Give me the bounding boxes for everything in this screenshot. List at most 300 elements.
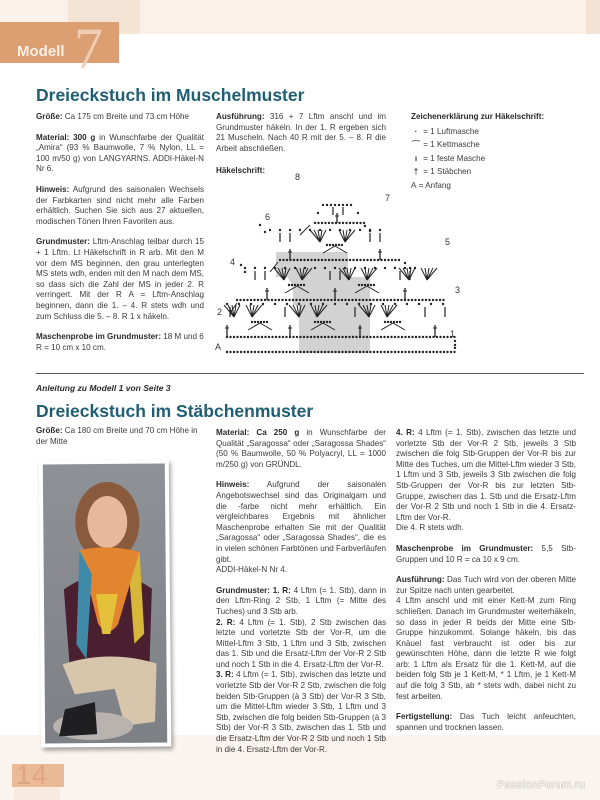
chain-stitch [384, 321, 386, 323]
chain-stitch [328, 259, 330, 261]
chain-stitch [338, 336, 340, 338]
chain-stitch [348, 351, 350, 353]
row2-label: 2. R: [216, 617, 236, 627]
chain-stitch [292, 336, 294, 338]
legend-text: = 1 Stäbchen [423, 167, 472, 177]
chain-stitch [247, 336, 249, 338]
chain-stitch [342, 204, 344, 206]
chain-stitch [310, 336, 312, 338]
ausfuehrung-paragraph [396, 575, 576, 702]
chain-stitch [401, 336, 403, 338]
chain-stitch [415, 336, 417, 338]
chain-stitch [364, 225, 366, 227]
row-label-a: A [215, 342, 222, 352]
chain-stitch [394, 267, 396, 269]
chain-stitch [387, 259, 389, 261]
legend-text: = Anfang [418, 180, 451, 190]
chain-stitch [282, 351, 284, 353]
chain-stitch [387, 336, 389, 338]
chain-stitch [341, 244, 343, 246]
chain-stitch [363, 259, 365, 261]
chain-stitch [259, 224, 261, 226]
chain-stitch [394, 259, 396, 261]
chain-stitch [303, 336, 305, 338]
chain-stitch [253, 299, 255, 301]
chain-stitch [422, 336, 424, 338]
chain-stitch [317, 222, 319, 224]
chain-stitch [243, 299, 245, 301]
chain-stitch [286, 259, 288, 261]
chain-stitch [454, 344, 456, 346]
chain-stitch [373, 351, 375, 353]
chain-stitch [436, 336, 438, 338]
chain-stitch [246, 299, 248, 301]
chain-stitch [380, 351, 382, 353]
hinweis-label: Hinweis: [216, 480, 250, 490]
chain-stitch [394, 336, 396, 338]
chain-stitch [326, 244, 328, 246]
chain-stitch [418, 351, 420, 353]
chain-stitch [330, 299, 332, 301]
chain-stitch [292, 351, 294, 353]
chain-stitch [320, 321, 322, 323]
chain-stitch [324, 351, 326, 353]
chain-stitch [319, 229, 321, 231]
legend-item-chain [411, 126, 581, 139]
chain-stitch [322, 204, 324, 206]
chain-stitch [354, 267, 356, 269]
chain-stitch [373, 284, 375, 286]
chain-stitch [355, 336, 357, 338]
chain-stitch [443, 351, 445, 353]
chain-stitch [369, 299, 371, 301]
material-label: Material: 300 g [36, 132, 96, 142]
chain-stitch [369, 336, 371, 338]
chain-stitch [300, 259, 302, 261]
chain-stitch [443, 336, 445, 338]
material-text: in Wunschfarbe der Qualität „Saragossa“ oder „Saragossa Shades“ (50 % Baumwolle, 50 % Polyacryl, LL = 1000 m/250 g) von GRÜNDL. [216, 428, 386, 469]
chain-stitch [363, 222, 365, 224]
chain-stitch [369, 351, 371, 353]
chain-stitch [418, 336, 420, 338]
chain-stitch [282, 336, 284, 338]
chain-stitch [345, 222, 347, 224]
material-label: Material: Ca 250 g [216, 428, 300, 437]
chain-stitch [329, 321, 331, 323]
chain-stitch [397, 336, 399, 338]
chain-stitch [328, 222, 330, 224]
row-label-8: 8 [295, 172, 301, 182]
groesse-paragraph [36, 112, 204, 123]
chain-stitch [264, 351, 266, 353]
chain-stitch [376, 299, 378, 301]
chain-stitch [390, 336, 392, 338]
chain-stitch [436, 351, 438, 353]
chain-stitch [332, 244, 334, 246]
chain-stitch [390, 351, 392, 353]
chain-stitch [299, 336, 301, 338]
row4-label: 4. R: [396, 428, 415, 437]
chain-stitch [342, 259, 344, 261]
groesse-text: Ca 180 cm Breite und 70 cm Höhe in der Mitte [36, 426, 198, 446]
row-label-5: 5 [445, 237, 451, 247]
section1-title: Dreieckstuch im Muschelmuster [36, 85, 305, 105]
chain-stitch [446, 336, 448, 338]
chain-stitch [250, 299, 252, 301]
chain-stitch [303, 259, 305, 261]
chain-stitch [341, 336, 343, 338]
chain-stitch [370, 259, 372, 261]
chain-stitch [435, 299, 437, 301]
chain-stitch [352, 351, 354, 353]
chain-stitch [335, 244, 337, 246]
chain-stitch [411, 336, 413, 338]
hinweis-text: Aufgrund des saisonalen Wechsels der Farbkarten sind nicht mehr alle Farben erhältlich. Suchen Sie sich aus 27 aktuellen, modischen Tönen Ihren Favoriten aus. [36, 184, 204, 226]
chain-stitch [289, 229, 291, 231]
chain-stitch [264, 231, 266, 233]
model-photo [39, 459, 171, 747]
haekelschrift-label: Häkelschrift: [216, 166, 266, 175]
right-strip [586, 0, 600, 34]
row4-text: 4 Lftm (= 1. Stb), zwischen das letzte und vorletzte Stb der Vor-R 2 Stb, jeweils 3 Stb zwischen die folg Stb-Gruppen der Vor-R bis zur Mitte des Tuches, um die Mittel-Lftm wieder 3 Stb, 1 Lftm und 3 Stb, jeweils 3 Stb zwischen die folg Stb-Gruppen der Vor-R bis zur letzten Stb-Gruppe, zwischen das 1. Stb und die Ersatz-Lftm der Vor-R 2 Stb und noch 1 Stb in die 4. Ersatz-Lftm der Vor-R. [396, 428, 576, 522]
chain-stitch [376, 336, 378, 338]
chain-stitch [342, 222, 344, 224]
chain-stitch [307, 259, 309, 261]
chain-stitch [240, 351, 242, 353]
section2-column-3 [396, 428, 576, 743]
chain-stitch [401, 351, 403, 353]
chain-stitch [306, 351, 308, 353]
chain-stitch [425, 299, 427, 301]
chain-stitch [359, 229, 361, 231]
chain-stitch [309, 299, 311, 301]
grundmuster-paragraph [36, 237, 204, 322]
chain-stitch [331, 336, 333, 338]
chain-stitch [334, 351, 336, 353]
chain-stitch [348, 299, 350, 301]
arch-left [248, 323, 260, 330]
chain-stitch [384, 267, 386, 269]
arch-right [260, 323, 272, 330]
chain-stitch [296, 259, 298, 261]
chain-stitch [226, 351, 228, 353]
row-label-7: 7 [385, 193, 391, 203]
chain-stitch [306, 336, 308, 338]
arch-left [381, 323, 393, 330]
groesse-label: Größe: [36, 426, 63, 435]
chain-stitch [418, 299, 420, 301]
single-crochet-icon: ı [414, 153, 418, 163]
chain-stitch [356, 222, 358, 224]
chain-stitch [421, 299, 423, 301]
chain-stitch [418, 303, 420, 305]
chain-stitch [309, 229, 311, 231]
chain-stitch [355, 299, 357, 301]
chain-stitch [304, 267, 306, 269]
chain-stitch [338, 222, 340, 224]
chain-stitch [260, 299, 262, 301]
chain-stitch [366, 351, 368, 353]
chain-stitch [358, 299, 360, 301]
chain-stitch [335, 259, 337, 261]
chain-stitch [323, 299, 325, 301]
chain-stitch [281, 299, 283, 301]
row-label-2: 2 [217, 307, 223, 317]
legend-text: = 1 feste Masche [423, 153, 486, 163]
ausfuehrung-label: Ausführung: [216, 112, 265, 121]
chain-stitch [372, 299, 374, 301]
chain-stitch [432, 336, 434, 338]
chain-stitch [409, 267, 411, 269]
chain-stitch [393, 321, 395, 323]
chain-stitch [384, 259, 386, 261]
ausfuehrung-text: 316 + 7 Lftm anschl und im Grundmuster häkeln. In der 1. R ergeben sich 21 Muscheln. Nach 40 R mit der 5. – 8. R die Arbeit abschließen. [216, 112, 386, 153]
chain-stitch [362, 336, 364, 338]
chain-stitch [320, 336, 322, 338]
maschenprobe-paragraph [36, 332, 204, 353]
chain-stitch [282, 259, 284, 261]
chain-stitch [326, 204, 328, 206]
chain-stitch [324, 336, 326, 338]
material-paragraph [36, 133, 204, 175]
chain-stitch [338, 259, 340, 261]
chain-stitch [345, 351, 347, 353]
chain-stitch [292, 299, 294, 301]
chain-stitch [261, 336, 263, 338]
chain-stitch [321, 222, 323, 224]
chain-stitch [264, 336, 266, 338]
chain-stitch [339, 229, 341, 231]
chain-stitch [404, 267, 406, 269]
modell-number: 7 [74, 16, 103, 81]
chain-stitch [359, 351, 361, 353]
chain-stitch [432, 299, 434, 301]
chain-stitch [279, 229, 281, 231]
chain-stitch [274, 299, 276, 301]
chain-stitch [257, 321, 259, 323]
chain-stitch [226, 303, 228, 305]
slip-stitch-icon: ⌒ [411, 140, 421, 150]
chain-stitch [365, 299, 367, 301]
chain-stitch [341, 351, 343, 353]
chain-stitch-icon: · [414, 126, 418, 136]
chain-stitch [271, 351, 273, 353]
row-label-6: 6 [265, 212, 271, 222]
chain-stitch [310, 259, 312, 261]
material-paragraph [216, 428, 386, 470]
chain-stitch [264, 267, 266, 269]
chain-stitch [317, 321, 319, 323]
chain-stitch [254, 351, 256, 353]
chain-stitch [238, 303, 240, 305]
chain-stitch [442, 303, 444, 305]
section2-subheading: Anleitung zu Modell 1 von Seite 3 [36, 383, 171, 393]
chain-stitch [317, 212, 319, 214]
row-label-4: 4 [230, 257, 236, 267]
chain-stitch [415, 351, 417, 353]
chain-stitch [298, 303, 300, 305]
chain-stitch [370, 303, 372, 305]
chain-stitch [284, 267, 286, 269]
chain-stitch [379, 299, 381, 301]
chain-stitch [278, 336, 280, 338]
chain-stitch [338, 204, 340, 206]
chain-stitch [295, 299, 297, 301]
chain-stitch [236, 299, 238, 301]
chain-stitch [429, 351, 431, 353]
fertigstellung-label: Fertigstellung: [396, 712, 453, 722]
chain-stitch [320, 299, 322, 301]
chain-stitch [439, 351, 441, 353]
legend-title: Zeichenerklärung zur Häkelschrift: [411, 112, 545, 121]
chain-stitch [357, 212, 359, 214]
chain-stitch [414, 299, 416, 301]
chain-stitch [379, 229, 381, 231]
arch-right [335, 246, 347, 253]
chain-stitch [250, 351, 252, 353]
chain-stitch [300, 284, 302, 286]
chain-stitch [329, 244, 331, 246]
chain-stitch [321, 259, 323, 261]
row4-paragraph [396, 428, 576, 534]
chain-stitch [346, 303, 348, 305]
chain-stitch [446, 351, 448, 353]
chain-stitch [302, 299, 304, 301]
arch-right [393, 323, 405, 330]
maschenprobe-label: Maschenprobe im Grundmuster: [36, 332, 162, 342]
chain-stitch [439, 299, 441, 301]
chain-stitch [275, 351, 277, 353]
chain-stitch [361, 284, 363, 286]
chain-stitch [247, 351, 249, 353]
chain-stitch [352, 259, 354, 261]
chain-stitch [376, 351, 378, 353]
chain-stitch [345, 259, 347, 261]
chain-stitch [314, 259, 316, 261]
chain-stitch [236, 351, 238, 353]
chain-stitch [264, 299, 266, 301]
ausfuehrung-text-2: 4 Lftm anschl und mit einer Kett-M zum Ring schließen. Danach im Grundmuster weiterhäkeln, so dass in jeder R beids der Mitte eine Stb-Gruppe hinzukommt. Solange häkeln, bis das Knäuel fast verbraucht ist oder bis zur gewünschten Höhe, dann die letzte R wie folgt arb: 1 Lftm als Ersatz für die 1. Kett-M, auf die beiden folg Stb je 1 Kett-M, * 1 Lftm, je 1 Kett-M auf die folg 3 Stb, ab * stets wdh, dabei nicht zu fest arbeiten. [396, 596, 576, 701]
maschenprobe-text: 5,5 Stb-Gruppen und 10 R = ca 10 x 9 cm. [396, 543, 576, 564]
hinweis-label: Hinweis: [36, 184, 70, 194]
chain-stitch [303, 284, 305, 286]
chain-stitch [370, 284, 372, 286]
ausfuehrung-paragraph [216, 112, 386, 154]
chain-stitch [239, 299, 241, 301]
chain-stitch [275, 336, 277, 338]
chain-stitch [268, 351, 270, 353]
row-label-3: 3 [455, 285, 461, 295]
chain-stitch [244, 267, 246, 269]
chain-stitch [364, 284, 366, 286]
chain-stitch [352, 336, 354, 338]
chain-stitch [358, 303, 360, 305]
chain-stitch [268, 336, 270, 338]
section2-title: Dreieckstuch im Stäbchenmuster [36, 401, 314, 421]
chain-stitch [430, 303, 432, 305]
chain-stitch [373, 259, 375, 261]
chain-stitch [380, 336, 382, 338]
chain-stitch [324, 222, 326, 224]
needle-text: ADDI-Häkel-N Nr 4. [216, 565, 288, 575]
chain-stitch [240, 336, 242, 338]
chain-stitch [349, 222, 351, 224]
chain-stitch [344, 299, 346, 301]
chain-stitch [313, 299, 315, 301]
chain-stitch [303, 351, 305, 353]
chain-stitch [271, 299, 273, 301]
chain-stitch [324, 259, 326, 261]
chain-stitch [425, 336, 427, 338]
chain-stitch [233, 351, 235, 353]
hinweis-paragraph [36, 185, 204, 227]
modell-label: Modell [17, 43, 65, 60]
chain-stitch [334, 267, 336, 269]
chain-stitch [349, 259, 351, 261]
chain-stitch [314, 267, 316, 269]
chain-stitch [324, 267, 326, 269]
chain-stitch [331, 222, 333, 224]
chain-stitch [393, 299, 395, 301]
chain-stitch [263, 321, 265, 323]
chain-stitch [288, 299, 290, 301]
groesse-label: Größe: [36, 112, 63, 121]
chain-stitch [329, 229, 331, 231]
chain-stitch [236, 336, 238, 338]
row3-label: 3. R: [216, 670, 234, 680]
chain-stitch [362, 299, 364, 301]
chain-stitch [398, 259, 400, 261]
hinweis-paragraph [216, 480, 386, 575]
chain-stitch [297, 284, 299, 286]
chain-stitch [348, 336, 350, 338]
chain-stitch [352, 222, 354, 224]
chain-stitch [404, 351, 406, 353]
chain-stitch [407, 299, 409, 301]
photo-illustration [43, 463, 167, 743]
chain-stitch [334, 336, 336, 338]
chain-stitch [411, 299, 413, 301]
chain-stitch [338, 351, 340, 353]
arch-left [323, 246, 335, 253]
ausfuehrung-text: Das Tuch wird von der oberen Mitte zur Spitze nach unten gearbeitet. [396, 575, 576, 595]
chain-stitch [294, 284, 296, 286]
chain-stitch [422, 351, 424, 353]
groesse-text: Ca 175 cm Breite und 73 cm Höhe [62, 112, 189, 121]
chain-stitch [285, 351, 287, 353]
chain-stitch [358, 284, 360, 286]
material-text: in Wunschfarbe der Qualität „Amira“ (93 % Baumwolle, 7 % Nylon, LL = 100 m/50 g) von LANGYARNS. ADDI-Häkel-N Nr 6. [36, 132, 204, 174]
chain-stitch [394, 351, 396, 353]
chain-stitch [313, 351, 315, 353]
chain-stitch [346, 204, 348, 206]
section2-column-1 [36, 426, 204, 457]
chain-stitch [364, 267, 366, 269]
chain-stitch [432, 351, 434, 353]
chain-stitch [254, 267, 256, 269]
chain-stitch [383, 299, 385, 301]
chain-stitch [337, 299, 339, 301]
chain-stitch [286, 303, 288, 305]
chain-stitch [250, 336, 252, 338]
maschenprobe-text: 18 M und 6 R = 10 cm x 10 cm. [36, 332, 204, 352]
chain-stitch [322, 303, 324, 305]
photo-image [43, 463, 167, 743]
chain-stitch [285, 336, 287, 338]
grundmuster-text: Lftm-Anschlag teilbar durch 15 + 1 Lftm. Lt Häkelschrift in R arb. Mit den M vor dem MS beginnen, den grau unterlegten MS stets wdh, enden mit den M nach dem MS, so dass sich die Zahl der MS in jeder 2. R verringert. Mit der R A = Lftm-Anschlag beginnen, dann die 1. – 4. R stets wdh und zum Schluss die 5. – 8. R 1 x häkeln. [36, 237, 204, 321]
chain-stitch [355, 351, 357, 353]
fertigstellung-paragraph [396, 712, 576, 733]
